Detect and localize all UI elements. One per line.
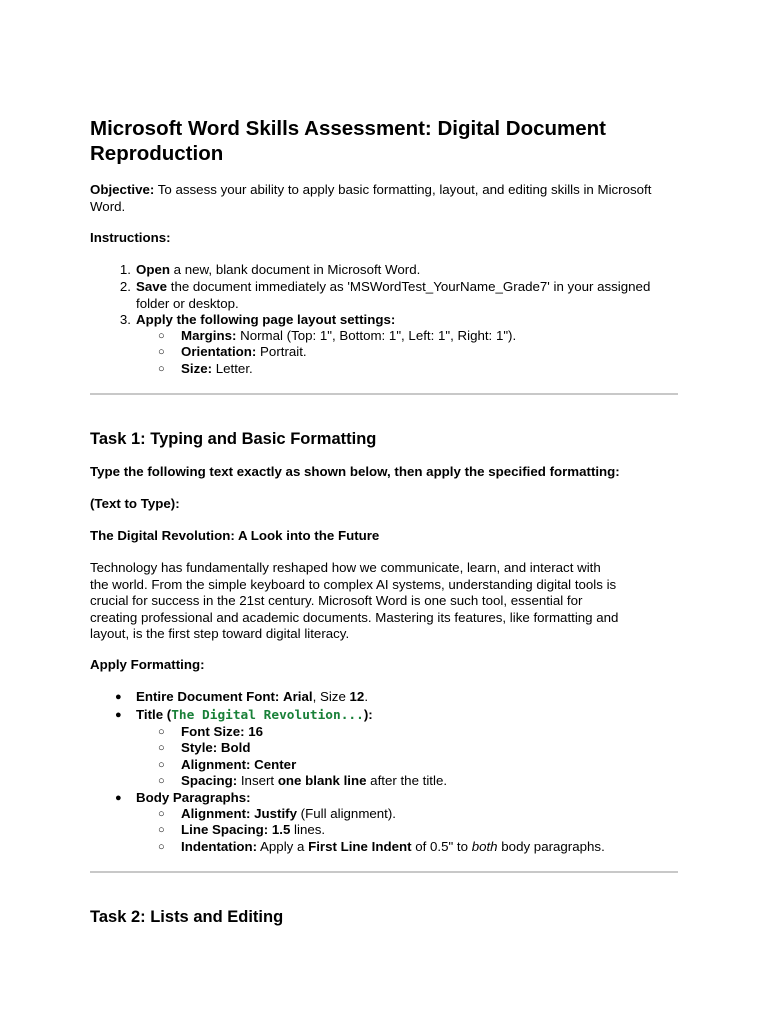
inline-code: The Digital Revolution... (171, 708, 364, 723)
horizontal-divider (90, 871, 678, 873)
hollow-bullet-icon: ○ (158, 346, 165, 358)
list-item: ○ Alignment: Center (158, 757, 297, 772)
sample-paragraph: Technology has fundamentally reshaped how we communicate, learn, and interact with the world. From the simple keyboard to complex AI systems, understanding digital tools is crucial for success in the 21st century. Microsoft Word is one such tool, essential for creating professional and academic documents. Mastering its features, like formatting and layout, is the first step toward digital literacy. (90, 560, 619, 641)
list-item: ● Title (The Digital Revolution...): (115, 707, 373, 723)
task2-heading: Task 2: Lists and Editing (90, 908, 284, 926)
bullet-icon: ● (115, 709, 122, 721)
bullet-icon: ● (115, 792, 122, 804)
document-title: Microsoft Word Skills Assessment: Digital Document Reproduction (90, 117, 607, 165)
hollow-bullet-icon: ○ (158, 775, 165, 787)
list-item: ○ Line Spacing: 1.5 lines. (158, 822, 326, 837)
list-item: ○ Style: Bold (158, 740, 251, 755)
list-item: 2. Save the document immediately as 'MSWordTest_YourName_Grade7' in your assigned folder or desktop. (119, 279, 651, 311)
apply-formatting-label: Apply Formatting: (90, 657, 205, 672)
list-item: ○ Margins: Normal (Top: 1", Bottom: 1", Left: 1", Right: 1"). (158, 328, 517, 343)
instructions-label: Instructions: (90, 230, 171, 245)
task1-instruction: Type the following text exactly as shown below, then apply the specified formatting: (90, 464, 620, 479)
list-item: ○ Orientation: Portrait. (158, 344, 307, 359)
list-item: 3. Apply the following page layout settings: (119, 312, 396, 327)
hollow-bullet-icon: ○ (158, 726, 165, 738)
list-item: ○ Spacing: Insert one blank line after the title. (158, 773, 448, 788)
objective-paragraph: Objective: To assess your ability to apply basic formatting, layout, and editing skills in Microsoft Word. (90, 182, 652, 214)
hollow-bullet-icon: ○ (158, 363, 165, 375)
list-item: 1. Open a new, blank document in Microsoft Word. (119, 262, 421, 277)
hollow-bullet-icon: ○ (158, 759, 165, 771)
horizontal-divider (90, 393, 678, 395)
list-item: ○ Indentation: Apply a First Line Indent of 0.5" to both body paragraphs. (158, 839, 605, 854)
list-item: ● Body Paragraphs: (115, 790, 251, 805)
objective-label: Objective: (90, 182, 155, 197)
list-item: ○ Alignment: Justify (Full alignment). (158, 806, 397, 821)
hollow-bullet-icon: ○ (158, 824, 165, 836)
hollow-bullet-icon: ○ (158, 330, 165, 342)
hollow-bullet-icon: ○ (158, 742, 165, 754)
bullet-icon: ● (115, 691, 122, 703)
task1-heading: Task 1: Typing and Basic Formatting (90, 430, 377, 448)
hollow-bullet-icon: ○ (158, 808, 165, 820)
objective-text: To assess your ability to apply basic formatting, layout, and editing skills in Microsoft (154, 182, 652, 197)
list-item: ○ Font Size: 16 (158, 724, 264, 739)
list-item: ● Entire Document Font: Arial, Size 12. (115, 689, 369, 704)
hollow-bullet-icon: ○ (158, 841, 165, 853)
sample-title: The Digital Revolution: A Look into the Future (90, 528, 380, 543)
list-item: ○ Size: Letter. (158, 361, 253, 376)
text-to-type-label: (Text to Type): (90, 496, 180, 511)
